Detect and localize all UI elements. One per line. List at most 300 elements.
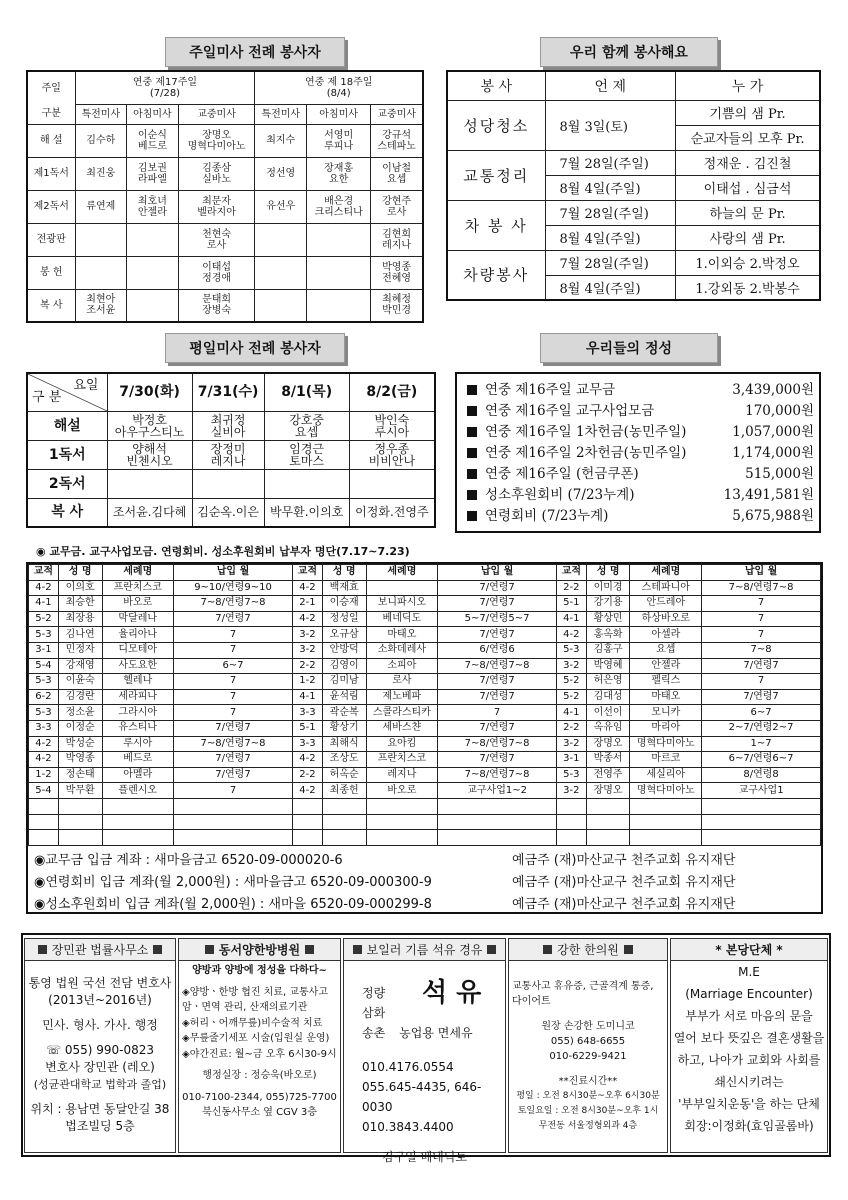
serve-who: 1.강외동 2.박봉수 bbox=[676, 275, 820, 300]
offering-amount: 13,491,581원 bbox=[723, 486, 814, 503]
payer-cell bbox=[293, 798, 323, 814]
clinic-line: ◈야간진료: 월~금 오후 6시30-9시 bbox=[182, 1048, 337, 1060]
payer-cell: 플렌시오 bbox=[102, 783, 173, 799]
payer-header: 납입 월 bbox=[173, 565, 292, 581]
payer-cell: 4-2 bbox=[293, 783, 323, 799]
payer-cell: 레지나 bbox=[366, 767, 438, 783]
payer-cell: 베네딕도 bbox=[366, 611, 438, 627]
payer-cell: 스테파니아 bbox=[630, 580, 702, 596]
payer-cell: 7 bbox=[173, 705, 292, 721]
payer-cell: 5~7/연령5~7 bbox=[438, 611, 557, 627]
payer-cell: 7/연령7 bbox=[438, 580, 557, 596]
payer-row bbox=[29, 689, 821, 705]
clinic-line: ◈양방ㆍ한방 협진 치료, 교통사고 bbox=[182, 986, 328, 998]
payer-cell: 사도요한 bbox=[102, 658, 173, 674]
serve-who: 정재운 . 김진철 bbox=[676, 150, 820, 175]
me-line: 부부가 서로 마음의 문을 bbox=[685, 1009, 813, 1023]
bullet-square-icon bbox=[467, 406, 477, 416]
offering-label: 연령회비 (7/23누계) bbox=[467, 504, 608, 524]
account-row bbox=[28, 891, 821, 913]
payer-cell: 1-2 bbox=[293, 674, 323, 690]
payer-cell bbox=[173, 830, 292, 846]
me-line: (Marriage Encounter) bbox=[685, 987, 813, 1001]
serve-table bbox=[446, 70, 821, 301]
payer-cell bbox=[29, 798, 59, 814]
payer-cell: 김홍구 bbox=[586, 642, 630, 658]
payer-cell: 세실리아 bbox=[630, 767, 702, 783]
role-label: 해 설 bbox=[27, 124, 75, 157]
corner-top: 주일 bbox=[27, 71, 75, 104]
payer-cell: 5-2 bbox=[29, 611, 59, 627]
payer-cell bbox=[102, 798, 173, 814]
payer-cell: 아셀라 bbox=[630, 627, 702, 643]
payer-cell: 바오로 bbox=[102, 596, 173, 612]
server-cell: 최호녀 안젤라 bbox=[127, 190, 179, 223]
clinic-line: ◈무릎줄기세포 시술(입원실 운영) bbox=[182, 1033, 330, 1044]
payer-cell: 3-2 bbox=[556, 658, 586, 674]
payer-cell: 9~10/연령9~10 bbox=[173, 580, 292, 596]
payer-header: 세례명 bbox=[630, 565, 702, 581]
payer-header: 성 명 bbox=[58, 565, 102, 581]
payer-row bbox=[29, 642, 821, 658]
clinic-line: 암ㆍ면역 관리, 산재의료기관 bbox=[182, 1002, 308, 1013]
role-label: 봉 헌 bbox=[27, 256, 75, 289]
clinic-line: 행정실장 : 정승욱(바오로) bbox=[202, 1070, 317, 1081]
payer-cell: 5-3 bbox=[556, 767, 586, 783]
offering-title: 우리들의 정성 bbox=[540, 333, 718, 363]
payer-cell: 정소윤 bbox=[58, 705, 102, 721]
payer-cell bbox=[102, 814, 173, 830]
offering-amount: 3,439,000원 bbox=[732, 381, 814, 398]
clinic-line: 북신동사무소 옆 CGV 3층 bbox=[202, 1107, 317, 1118]
payer-cell: 3-3 bbox=[29, 720, 59, 736]
mass-col-header: 특전미사 bbox=[255, 104, 307, 124]
weekday-cell bbox=[349, 469, 435, 498]
serve-who: 사랑의 샘 Pr. bbox=[676, 225, 820, 250]
weekday-cell: 이정화.전영주 bbox=[349, 498, 435, 527]
server-cell bbox=[75, 223, 127, 256]
weekday-header: 8/2(금) bbox=[349, 373, 435, 411]
weekday-row bbox=[27, 498, 435, 527]
payer-cell: 5-4 bbox=[29, 658, 59, 674]
payer-cell bbox=[293, 814, 323, 830]
payer-cell: 7/연령7 bbox=[438, 674, 557, 690]
weekday-row bbox=[27, 411, 435, 440]
oil-phone: 010.4176.0554 bbox=[362, 1060, 454, 1074]
payer-cell: 이선이 bbox=[586, 705, 630, 721]
clinic-slogan: 양방과 양방에 정성을 다하다~ bbox=[192, 965, 327, 976]
payer-cell: 요아킴 bbox=[366, 736, 438, 752]
payer-empty-row bbox=[29, 814, 821, 830]
payer-cell: 7/연령7 bbox=[438, 752, 557, 768]
payer-cell: 박무환 bbox=[58, 783, 102, 799]
payer-cell bbox=[29, 830, 59, 846]
server-cell bbox=[307, 289, 371, 322]
offering-box bbox=[455, 372, 821, 533]
payer-cell: 5-1 bbox=[556, 596, 586, 612]
me-line: 쇄신시키려는 bbox=[714, 1075, 784, 1089]
me-line: M.E bbox=[738, 965, 760, 979]
payer-cell: 7~8/연령7~8 bbox=[173, 596, 292, 612]
offering-row bbox=[457, 461, 819, 482]
sunday-row bbox=[27, 223, 423, 256]
payer-cell: 4-2 bbox=[29, 580, 59, 596]
payer-cell: 2-2 bbox=[556, 580, 586, 596]
payer-cell: 모니카 bbox=[630, 705, 702, 721]
oil-brand: 석 유 bbox=[422, 978, 482, 1008]
payer-row bbox=[29, 720, 821, 736]
bullet-square-icon bbox=[467, 448, 477, 458]
serve-who: 하늘의 문 Pr. bbox=[676, 200, 820, 225]
payer-cell: 로사 bbox=[366, 674, 438, 690]
mass-col-header: 아침미사 bbox=[307, 104, 371, 124]
me-line: 하고, 나아가 교회와 사회를 bbox=[677, 1053, 821, 1067]
payer-cell: 7 bbox=[173, 627, 292, 643]
payer-cell: 안방덕 bbox=[322, 642, 366, 658]
server-cell: 최현아 조서윤 bbox=[75, 289, 127, 322]
offering-row bbox=[457, 398, 819, 419]
bullet-square-icon bbox=[467, 385, 477, 395]
offering-row bbox=[457, 503, 819, 524]
offering-amount: 170,000원 bbox=[745, 402, 814, 419]
role-label: 제1독서 bbox=[27, 157, 75, 190]
weekday-corner: 요일 구 분 bbox=[27, 373, 107, 411]
serve-date: 8월 4일(주일) bbox=[545, 275, 676, 300]
payer-cell: 헬레나 bbox=[102, 674, 173, 690]
account-info: ◉성소후원회비 입금 계좌(월 2,000원) : 새마을 6520-09-000299-8 bbox=[34, 896, 432, 912]
payer-cell: 조상도 bbox=[322, 752, 366, 768]
payer-cell: 3-2 bbox=[293, 627, 323, 643]
server-cell: 강규석 스테파노 bbox=[371, 124, 423, 157]
payer-cell bbox=[630, 814, 702, 830]
serve-header: 누 가 bbox=[676, 71, 820, 100]
payer-cell: 4-2 bbox=[29, 736, 59, 752]
offering-label: 연중 제16주일 (헌금쿠폰) bbox=[467, 462, 639, 482]
sunday-row bbox=[27, 190, 423, 223]
payer-cell bbox=[630, 830, 702, 846]
payer-row bbox=[29, 658, 821, 674]
weekday-cell: 정우종 비비안나 bbox=[349, 440, 435, 469]
payer-cell: 7 bbox=[702, 627, 821, 643]
payer-cell: 7 bbox=[702, 596, 821, 612]
ad-oil bbox=[343, 938, 506, 1164]
payer-cell: 이승재 bbox=[322, 596, 366, 612]
law-line: 위치 : 용남면 동달안길 38 bbox=[30, 1102, 170, 1116]
payer-cell bbox=[293, 830, 323, 846]
server-cell: 김현희 레지나 bbox=[371, 223, 423, 256]
payer-cell: 바오로 bbox=[366, 783, 438, 799]
offering-label: 연중 제16주일 교무금 bbox=[467, 378, 615, 398]
server-cell: 장재홍 요한 bbox=[307, 157, 371, 190]
payer-cell: 7/연령7 bbox=[438, 627, 557, 643]
law-phone: ☏ 055) 990-0823 bbox=[46, 1043, 154, 1057]
weekday-row bbox=[27, 469, 435, 498]
sunday-row bbox=[27, 124, 423, 157]
payer-cell: 마리아 bbox=[630, 720, 702, 736]
serve-task: 차량봉사 bbox=[447, 250, 545, 300]
offering-amount: 5,675,988원 bbox=[732, 507, 814, 524]
payer-cell: 옥유임 bbox=[586, 720, 630, 736]
week2-header: 연중 제 18주일 (8/4) bbox=[255, 71, 423, 104]
ad-oriental bbox=[508, 938, 668, 1153]
server-cell: 정선영 bbox=[255, 157, 307, 190]
payer-cell: 5-4 bbox=[29, 783, 59, 799]
payer-cell bbox=[438, 830, 557, 846]
payer-cell: 7/연령7 bbox=[438, 596, 557, 612]
serve-row bbox=[447, 150, 820, 175]
payer-cell bbox=[29, 814, 59, 830]
payer-cell: 7~8/연령7~8 bbox=[702, 580, 821, 596]
payer-cell: 그라시아 bbox=[102, 705, 173, 721]
payer-row bbox=[29, 752, 821, 768]
payer-row bbox=[29, 674, 821, 690]
payer-cell bbox=[58, 798, 102, 814]
server-cell bbox=[127, 223, 179, 256]
server-cell: 이순식 베드로 bbox=[127, 124, 179, 157]
payer-cell: 마태오 bbox=[366, 627, 438, 643]
payer-cell: 김대성 bbox=[586, 689, 630, 705]
payer-cell: 마르코 bbox=[630, 752, 702, 768]
payer-cell: 보니파시오 bbox=[366, 596, 438, 612]
oil-area: 송촌 bbox=[362, 1026, 386, 1040]
ad-me-head: * 본당단체 * bbox=[671, 939, 827, 961]
payer-cell: 강기용 bbox=[586, 596, 630, 612]
account-holder: 예금주 (재)마산교구 천주교회 유지재단 bbox=[512, 874, 736, 890]
payer-cell bbox=[438, 798, 557, 814]
payer-cell: 4-1 bbox=[29, 596, 59, 612]
payer-cell: 7~8/연령7~8 bbox=[173, 736, 292, 752]
payer-cell: 장명오 bbox=[586, 783, 630, 799]
server-cell: 최진웅 bbox=[75, 157, 127, 190]
weekday-cell bbox=[192, 469, 264, 498]
payer-header: 세례명 bbox=[102, 565, 173, 581]
payer-row bbox=[29, 705, 821, 721]
server-cell: 이태섭 정경애 bbox=[178, 256, 255, 289]
payer-cell: 교구사업1 bbox=[702, 783, 821, 799]
payer-cell: 이의호 bbox=[58, 580, 102, 596]
server-cell bbox=[255, 223, 307, 256]
payer-cell: 박성순 bbox=[58, 736, 102, 752]
serve-task: 차 봉 사 bbox=[447, 200, 545, 250]
payer-row bbox=[29, 783, 821, 799]
law-line: 법조빌딩 5층 bbox=[65, 1119, 135, 1133]
sunday-row bbox=[27, 289, 423, 322]
sunday-title: 주일미사 전례 봉사자 bbox=[165, 37, 345, 67]
payer-cell: 허옥순 bbox=[322, 767, 366, 783]
payer-cell bbox=[586, 814, 630, 830]
payer-cell bbox=[556, 798, 586, 814]
weekday-cell: 임경근 토마스 bbox=[264, 440, 349, 469]
payer-cell: 김미남 bbox=[322, 674, 366, 690]
payer-cell: 7/연령7 bbox=[438, 720, 557, 736]
payer-cell: 5-3 bbox=[556, 642, 586, 658]
payer-cell: 3-3 bbox=[293, 736, 323, 752]
weekday-header: 8/1(목) bbox=[264, 373, 349, 411]
serve-date: 7월 28일(주일) bbox=[545, 200, 676, 225]
serve-who: 1.이외승 2.박정오 bbox=[676, 250, 820, 275]
payer-cell: 3-2 bbox=[556, 783, 586, 799]
payer-cell: 4-1 bbox=[293, 689, 323, 705]
payer-row bbox=[29, 736, 821, 752]
payer-cell: 이정순 bbox=[58, 720, 102, 736]
payer-cell: 7/연령7 bbox=[702, 658, 821, 674]
payer-cell bbox=[366, 580, 438, 596]
payer-cell: 루시아 bbox=[102, 736, 173, 752]
mass-col-header: 특전미사 bbox=[75, 104, 127, 124]
payer-row bbox=[29, 767, 821, 783]
payer-cell: 세바스챤 bbox=[366, 720, 438, 736]
offering-label: 연중 제16주일 2차헌금(농민주일) bbox=[467, 441, 686, 461]
server-cell: 최혜정 박민경 bbox=[371, 289, 423, 322]
payer-cell: 8/연령8 bbox=[702, 767, 821, 783]
payer-cell: 황상기 bbox=[322, 720, 366, 736]
ad-clinic bbox=[178, 938, 341, 1153]
serve-task: 성당청소 bbox=[447, 100, 545, 150]
payer-cell: 허은영 bbox=[586, 674, 630, 690]
offering-amount: 515,000원 bbox=[745, 465, 814, 482]
account-holder: 예금주 (재)마산교구 천주교회 유지재단 bbox=[512, 896, 736, 912]
payer-cell: 5-3 bbox=[29, 627, 59, 643]
server-cell: 박영종 전혜영 bbox=[371, 256, 423, 289]
serve-date: 7월 28일(주일) bbox=[545, 150, 676, 175]
oil-area: 삼화 bbox=[362, 1006, 386, 1020]
payer-cell bbox=[438, 814, 557, 830]
payer-cell: 4-1 bbox=[556, 611, 586, 627]
payer-cell: 7/연령7 bbox=[702, 689, 821, 705]
payer-cell: 7/연령7 bbox=[173, 767, 292, 783]
payer-cell: 4-2 bbox=[293, 580, 323, 596]
payer-cell: 율리아나 bbox=[102, 627, 173, 643]
weekday-row bbox=[27, 440, 435, 469]
payer-cell bbox=[702, 814, 821, 830]
payer-cell: 6/연령6 bbox=[438, 642, 557, 658]
weekday-role: 1독서 bbox=[27, 440, 107, 469]
server-cell: 천현숙 로사 bbox=[178, 223, 255, 256]
payer-cell: 최승한 bbox=[58, 596, 102, 612]
offering-row bbox=[457, 419, 819, 440]
server-cell: 김수하 bbox=[75, 124, 127, 157]
payers-title: ◉ 교무금. 교구사업모금. 연령회비. 성소후원회비 납부자 명단(7.17~7.23) bbox=[36, 545, 410, 558]
payer-cell bbox=[58, 814, 102, 830]
payer-row bbox=[29, 580, 821, 596]
serve-date: 8월 4일(주일) bbox=[545, 225, 676, 250]
payer-cell bbox=[586, 798, 630, 814]
payer-cell: 펠릭스 bbox=[630, 674, 702, 690]
offering-label: 성소후원회비 (7/23누계) bbox=[467, 483, 634, 503]
weekday-cell: 박무환.이의호 bbox=[264, 498, 349, 527]
role-label: 제2독서 bbox=[27, 190, 75, 223]
payer-cell: 5-1 bbox=[293, 720, 323, 736]
bullet-square-icon bbox=[467, 427, 477, 437]
oriental-line: 055) 648-6655 bbox=[550, 1036, 626, 1047]
weekday-cell bbox=[264, 469, 349, 498]
mass-col-header: 아침미사 bbox=[127, 104, 179, 124]
ad-law-head: 장민관 법률사무소 bbox=[25, 939, 175, 961]
payer-cell: 2~7/연령2~7 bbox=[702, 720, 821, 736]
serve-who: 이태섭 . 심금석 bbox=[676, 175, 820, 200]
payer-cell bbox=[322, 798, 366, 814]
oriental-line: 무전동 서울정형외과 4층 bbox=[538, 1121, 638, 1131]
server-cell bbox=[127, 256, 179, 289]
serve-who: 기쁨의 샘 Pr. bbox=[676, 100, 820, 125]
oriental-line: 010-6229-9421 bbox=[549, 1051, 627, 1062]
payer-cell bbox=[173, 814, 292, 830]
server-cell: 문태희 장병숙 bbox=[178, 289, 255, 322]
serve-task: 교통정리 bbox=[447, 150, 545, 200]
payer-cell bbox=[366, 830, 438, 846]
offering-amount: 1,174,000원 bbox=[732, 444, 814, 461]
serve-date: 8월 3일(토) bbox=[545, 100, 676, 150]
mass-col-header: 교중미사 bbox=[178, 104, 255, 124]
weekday-cell: 조서윤.김다혜 bbox=[107, 498, 192, 527]
weekday-header: 7/30(화) bbox=[107, 373, 192, 411]
oriental-line: 교통사고 휴유증, 근골격계 통증, 다이어트 bbox=[512, 981, 654, 1007]
serve-header: 봉 사 bbox=[447, 71, 545, 100]
payer-cell: 6-2 bbox=[29, 689, 59, 705]
payer-cell: 7 bbox=[438, 705, 557, 721]
server-cell: 이남철 요셉 bbox=[371, 157, 423, 190]
offering-row bbox=[457, 482, 819, 503]
server-cell: 최지수 bbox=[255, 124, 307, 157]
ad-oriental-head: 강한 한의원 bbox=[509, 939, 667, 961]
payer-cell: 소피아 bbox=[366, 658, 438, 674]
offering-row bbox=[457, 440, 819, 461]
payer-cell: 1-2 bbox=[29, 767, 59, 783]
payer-cell: 4-2 bbox=[293, 611, 323, 627]
payer-cell: 4-2 bbox=[293, 752, 323, 768]
server-cell bbox=[307, 256, 371, 289]
payer-cell: 박종서 bbox=[586, 752, 630, 768]
weekday-cell: 박정호 아우구스티노 bbox=[107, 411, 192, 440]
payer-cell: 세라피나 bbox=[102, 689, 173, 705]
payer-cell bbox=[173, 798, 292, 814]
payer-cell: 김경란 bbox=[58, 689, 102, 705]
server-cell bbox=[255, 256, 307, 289]
payer-cell: 소화데레사 bbox=[366, 642, 438, 658]
payer-cell: 하상바오로 bbox=[630, 611, 702, 627]
payer-cell bbox=[702, 798, 821, 814]
payer-cell: 정성일 bbox=[322, 611, 366, 627]
payer-cell: 홍옥화 bbox=[586, 627, 630, 643]
payer-cell bbox=[556, 814, 586, 830]
server-cell: 유선우 bbox=[255, 190, 307, 223]
weekday-table bbox=[26, 372, 436, 528]
me-line: 회장:이정화(효임골롬바) bbox=[684, 1119, 814, 1133]
bullet-square-icon bbox=[467, 511, 477, 521]
payer-cell: 백재효 bbox=[322, 580, 366, 596]
payer-header: 교적 bbox=[556, 565, 586, 581]
weekday-cell: 양해석 빈첸시오 bbox=[107, 440, 192, 469]
payer-cell: 3-1 bbox=[29, 642, 59, 658]
payer-cell: 유스티나 bbox=[102, 720, 173, 736]
server-cell: 배은경 크리스티나 bbox=[307, 190, 371, 223]
law-line: 통영 법원 국선 전담 변호사 bbox=[28, 976, 172, 990]
sunday-row bbox=[27, 157, 423, 190]
payer-cell: 제노베파 bbox=[366, 689, 438, 705]
payer-empty-row bbox=[29, 830, 821, 846]
offering-label: 연중 제16주일 교구사업모금 bbox=[467, 399, 654, 419]
ad-clinic-head: 동서양한방병원 bbox=[179, 939, 340, 961]
weekday-cell: 박인숙 루시아 bbox=[349, 411, 435, 440]
payer-cell: 장명오 bbox=[586, 736, 630, 752]
serve-title: 우리 함께 봉사해요 bbox=[540, 37, 718, 67]
server-cell: 류연제 bbox=[75, 190, 127, 223]
account-holder: 예금주 (재)마산교구 천주교회 유지재단 bbox=[512, 852, 736, 868]
mass-col-header: 교중미사 bbox=[371, 104, 423, 124]
payer-cell: 5-3 bbox=[29, 674, 59, 690]
offering-label: 연중 제16주일 1차헌금(농민주일) bbox=[467, 420, 686, 440]
payer-cell: 1~7 bbox=[702, 736, 821, 752]
